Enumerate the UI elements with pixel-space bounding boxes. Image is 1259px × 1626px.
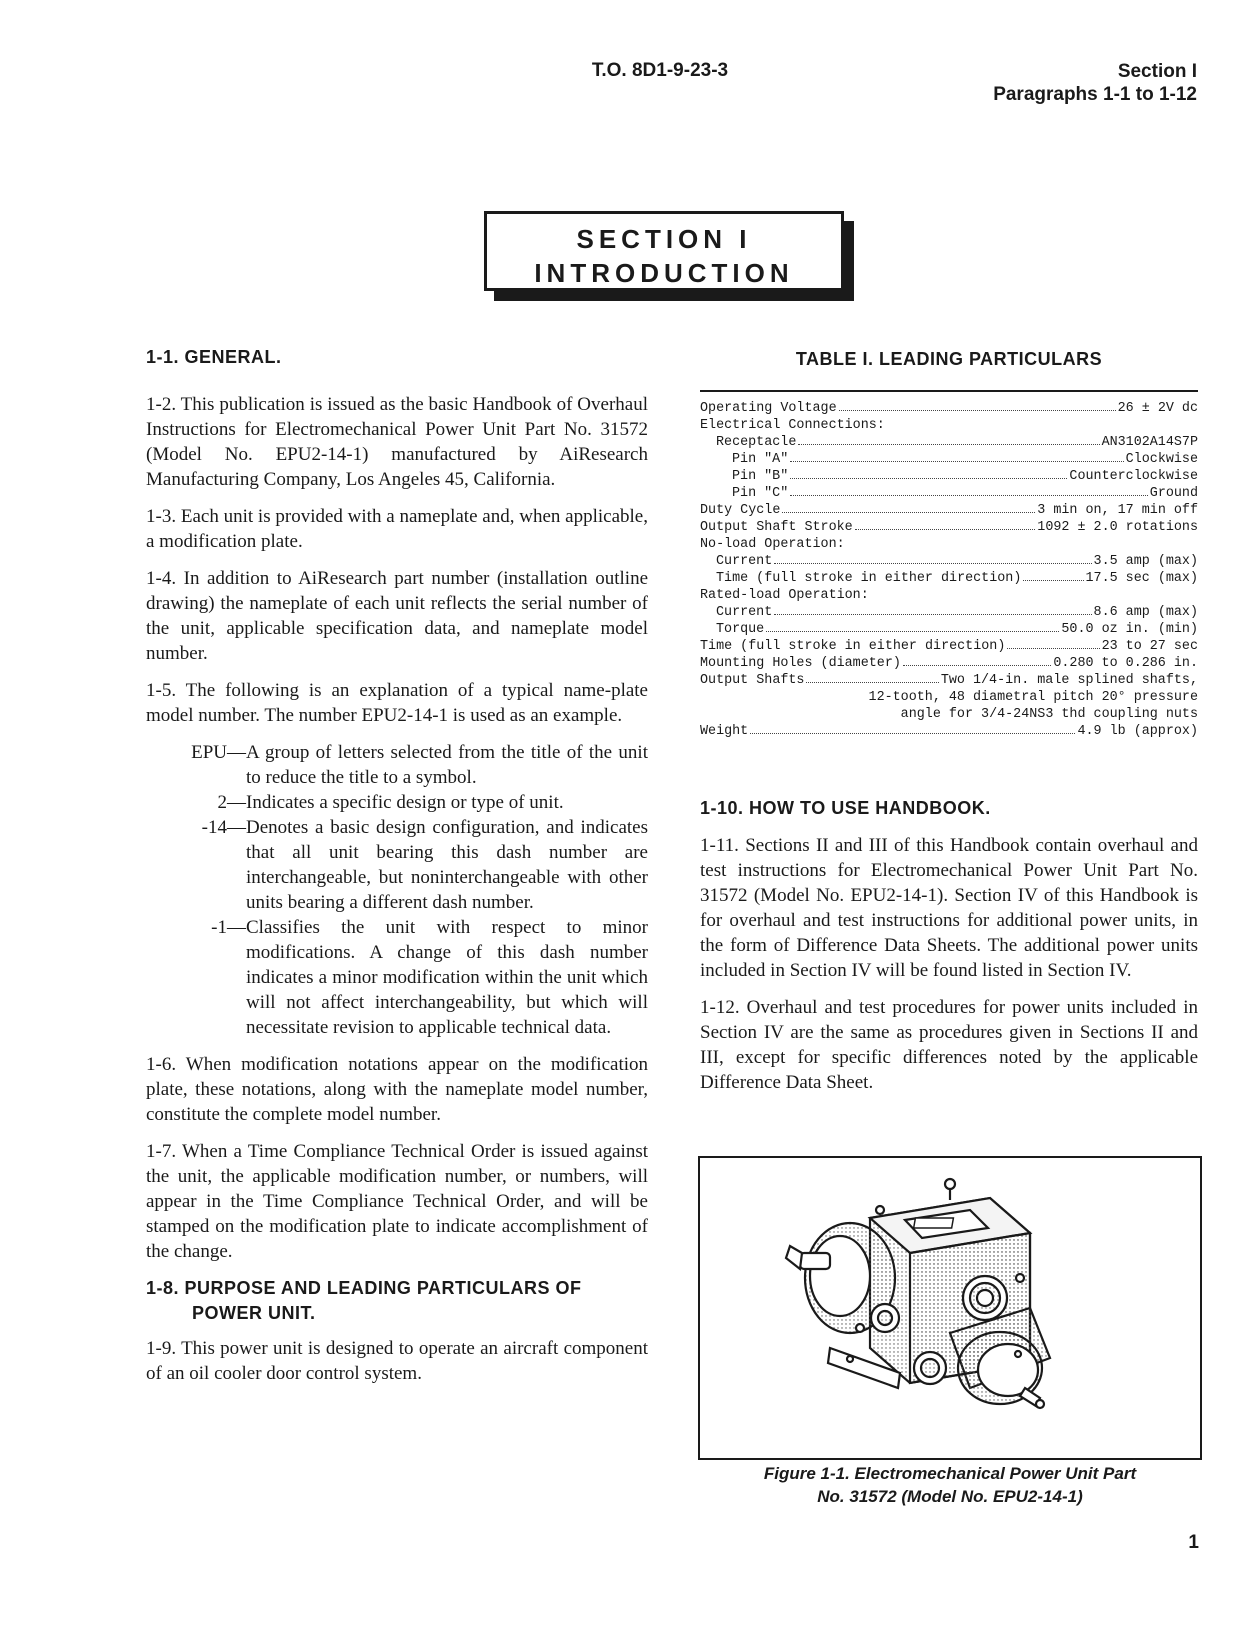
row-value: AN3102A14S7P xyxy=(1101,435,1198,450)
dot-leader xyxy=(903,665,1051,666)
paragraph-1-4: 1-4. In addition to AiResearch part number (installation outline drawing) the nameplate of each unit reflects the serial number of the unit, applicable specification data, and nameplate model number. xyxy=(146,568,648,664)
dot-leader xyxy=(839,410,1116,411)
row-label: Output Shafts xyxy=(700,673,805,688)
dot-leader xyxy=(790,478,1067,479)
row-label: Mounting Holes (diameter) xyxy=(700,656,901,671)
row-value-continued: 12-tooth, 48 diametral pitch 20° pressure xyxy=(868,690,1198,705)
definition-term: -14— xyxy=(201,817,246,838)
row-value: 0.280 to 0.286 in. xyxy=(1053,656,1198,671)
row-label: Pin "B" xyxy=(732,469,789,484)
table-row xyxy=(700,400,1198,417)
definition-term: -1— xyxy=(211,917,246,938)
row-label: Time (full stroke in either direction) xyxy=(700,639,1006,654)
definition-item xyxy=(146,915,648,1040)
row-label: Weight xyxy=(700,724,749,739)
table-row xyxy=(700,451,1198,468)
table-row xyxy=(700,672,1198,689)
figure-caption-line1: Figure 1-1. Electromechanical Power Unit Part xyxy=(763,1464,1137,1483)
row-value: 17.5 sec (max) xyxy=(1085,571,1198,586)
row-label: Receptacle xyxy=(716,435,797,450)
section-header xyxy=(993,60,1197,106)
row-label: Pin "C" xyxy=(732,486,789,501)
paragraph-1-7: 1-7. When a Time Compliance Technical Order is issued against the unit, the applicable modification number, or numbers, will appear in the Time Compliance Technical Order, and will be stamped on the modification plate to indicate accomplishment of the change. xyxy=(146,1141,648,1262)
table-row xyxy=(700,485,1198,502)
row-value: 23 to 27 sec xyxy=(1101,639,1198,654)
paragraph-1-9: 1-9. This power unit is designed to operate an aircraft component of an oil cooler door control system. xyxy=(146,1338,648,1384)
heading-purpose xyxy=(146,1276,648,1326)
heading-purpose-line1: 1-8. PURPOSE AND LEADING PARTICULARS OF xyxy=(146,1278,582,1298)
model-number-definitions xyxy=(146,740,648,1040)
dot-leader xyxy=(766,631,1059,632)
dot-leader xyxy=(1023,580,1083,581)
to-number: T.O. 8D1-9-23-3 xyxy=(591,60,729,81)
row-value: Ground xyxy=(1149,486,1198,501)
table-row xyxy=(700,723,1198,740)
leading-particulars-table xyxy=(700,400,1198,740)
row-value: Two 1/4-in. male splined shafts, xyxy=(940,673,1198,688)
figure-caption-line2: No. 31572 (Model No. EPU2-14-1) xyxy=(817,1487,1083,1506)
definition-term: EPU— xyxy=(191,742,246,763)
definition-term: 2— xyxy=(217,792,246,813)
left-column xyxy=(146,345,648,1398)
row-label: Output Shaft Stroke xyxy=(700,520,853,535)
row-label: Operating Voltage xyxy=(700,401,837,416)
row-label: Time (full stroke in either direction) xyxy=(716,571,1022,586)
table-row xyxy=(700,434,1198,451)
table-row xyxy=(700,468,1198,485)
row-value: 8.6 amp (max) xyxy=(1093,605,1198,620)
dot-leader xyxy=(806,682,938,683)
table-row xyxy=(700,638,1198,655)
page-number: 1 xyxy=(1188,1532,1199,1553)
paragraph-1-3: 1-3. Each unit is provided with a nameplate and, when applicable, a modification plate. xyxy=(146,506,648,552)
paragraph-1-12: 1-12. Overhaul and test procedures for power units included in Section IV are the same as procedures given in Sections II and III, except for specific differences noted by the applicable Difference Data Sheet. xyxy=(700,997,1198,1093)
row-value: 26 ± 2V dc xyxy=(1117,401,1198,416)
row-label: Duty Cycle xyxy=(700,503,781,518)
definition-desc: Denotes a basic design configuration, and indicates that all unit bearing this dash number are interchangeable, but noninterchangeable with other units bearing a different dash number. xyxy=(246,817,648,913)
row-value: 1092 ± 2.0 rotations xyxy=(1037,520,1198,535)
row-label: Current xyxy=(716,554,773,569)
definition-item xyxy=(146,740,648,790)
heading-general: 1-1. GENERAL. xyxy=(146,347,282,367)
definition-item xyxy=(146,815,648,915)
row-value: 3.5 amp (max) xyxy=(1093,554,1198,569)
section-title: SECTION I xyxy=(576,224,752,254)
dot-leader xyxy=(1007,648,1099,649)
heading-purpose-line2: POWER UNIT. xyxy=(192,1303,316,1323)
dot-leader xyxy=(855,529,1036,530)
row-value: Counterclockwise xyxy=(1069,469,1198,484)
heading-how-to-use: 1-10. HOW TO USE HANDBOOK. xyxy=(700,798,991,818)
dot-leader xyxy=(798,444,1099,445)
row-value: 50.0 oz in. (min) xyxy=(1061,622,1198,637)
dot-leader xyxy=(750,733,1075,734)
paragraph-1-11: 1-11. Sections II and III of this Handbook contain overhaul and test instructions for Electromechanical Power Unit Part No. 31572 (Model No. EPU2-14-1). Section IV of this Handbook is for overhaul and test instructions for additional power units, in the form of Difference Data Sheets. The additional power units included in Section IV will be found listed in Section IV. xyxy=(700,835,1198,981)
table-row xyxy=(700,519,1198,536)
table-group-label: No-load Operation: xyxy=(700,537,845,552)
table-row xyxy=(700,604,1198,621)
row-value-continued: angle for 3/4-24NS3 thd coupling nuts xyxy=(900,707,1198,722)
row-label: Torque xyxy=(716,622,765,637)
dot-leader xyxy=(774,614,1091,615)
section-title-box xyxy=(484,211,844,291)
section-subtitle: INTRODUCTION xyxy=(534,258,794,288)
paragraph-1-2: 1-2. This publication is issued as the basic Handbook of Overhaul Instructions for Electromechanical Power Unit Part No. 31572 (Model No. EPU2-14-1) manufactured by AiResearch Manufacturing Company, Los Angeles 45, California. xyxy=(146,394,648,490)
definition-desc: A group of letters selected from the title of the unit to reduce the title to a symbol. xyxy=(246,742,648,788)
table-group-label: Rated-load Operation: xyxy=(700,588,869,603)
table-row xyxy=(700,570,1198,587)
table-group-label: Electrical Connections: xyxy=(700,418,885,433)
table-row xyxy=(700,655,1198,672)
figure-caption xyxy=(700,1462,1200,1508)
row-value: 4.9 lb (approx) xyxy=(1077,724,1198,739)
table-title: TABLE I. LEADING PARTICULARS xyxy=(795,349,1103,369)
table-row xyxy=(700,621,1198,638)
right-column xyxy=(700,796,1198,1107)
row-value: 3 min on, 17 min off xyxy=(1037,503,1198,518)
dot-leader xyxy=(782,512,1035,513)
dot-leader xyxy=(790,495,1148,496)
table-row xyxy=(700,502,1198,519)
row-label: Pin "A" xyxy=(732,452,789,467)
dot-leader xyxy=(774,563,1091,564)
definition-desc: Indicates a specific design or type of unit. xyxy=(246,792,564,813)
definition-desc: Classifies the unit with respect to minor modifications. A change of this dash number indicates a minor modification within the unit which will not affect interchangeability, but which will necessitate revision to applicable technical data. xyxy=(246,917,648,1038)
power-unit-illustration xyxy=(700,1158,1200,1458)
paragraph-1-5: 1-5. The following is an explanation of a typical name-plate model number. The number EPU2-14-1 is used as an example. xyxy=(146,680,648,726)
table-row xyxy=(700,553,1198,570)
section-label: Section I xyxy=(1117,61,1197,82)
dot-leader xyxy=(790,461,1123,462)
figure-frame xyxy=(698,1156,1202,1460)
row-label: Current xyxy=(716,605,773,620)
paragraph-1-6: 1-6. When modification notations appear on the modification plate, these notations, along with the nameplate model number, constitute the complete model number. xyxy=(146,1054,648,1125)
table-rule xyxy=(700,390,1198,392)
row-value: Clockwise xyxy=(1125,452,1198,467)
paragraphs-label: Paragraphs 1-1 to 1-12 xyxy=(993,84,1197,105)
definition-item xyxy=(146,790,648,815)
